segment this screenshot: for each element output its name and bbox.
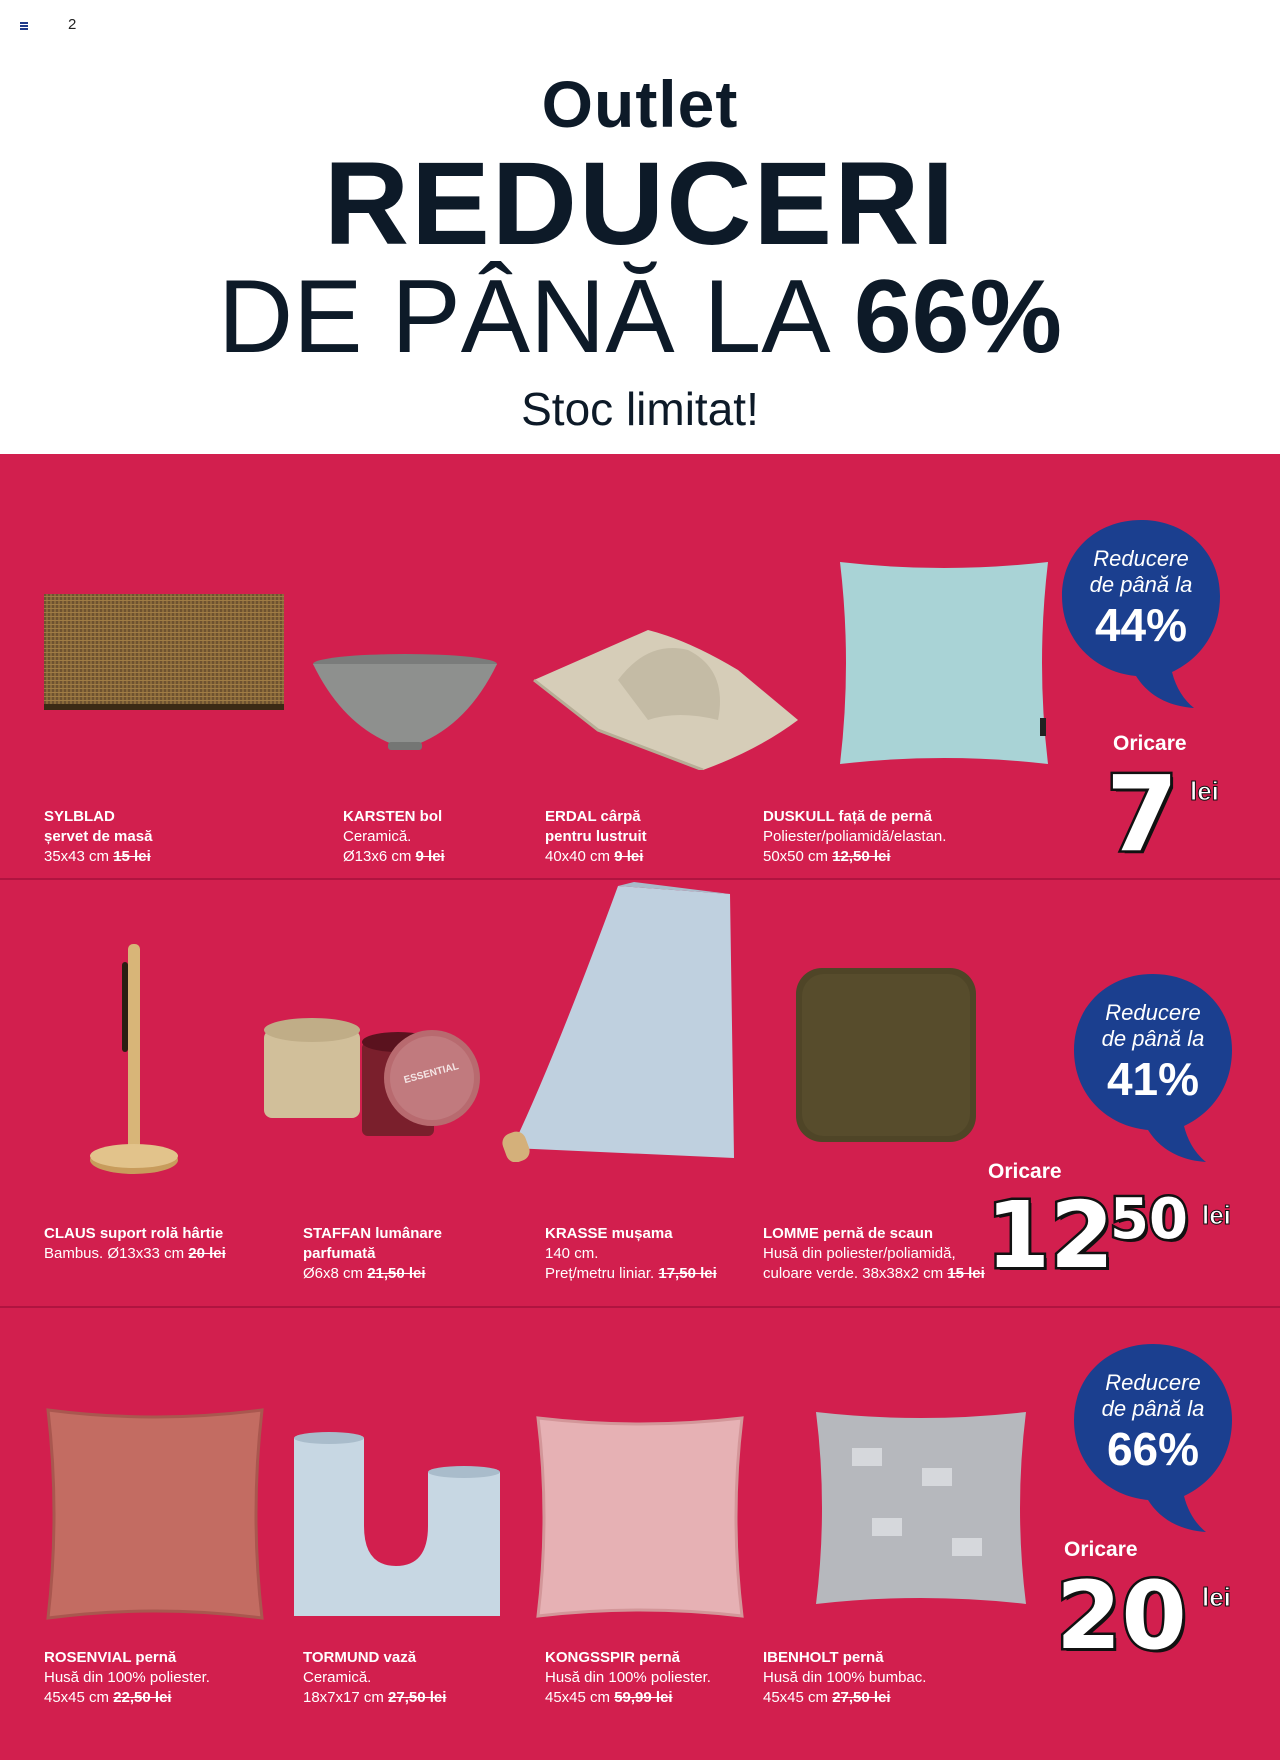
pillow-image (812, 1408, 1030, 1608)
product-ibenholt[interactable] (812, 1408, 1030, 1608)
product-ibenholt-text (763, 1648, 1003, 1708)
hero-banner (0, 48, 1280, 454)
product-desc: Poliester/poliamidă/elastan. (763, 828, 947, 845)
price-label: Oricare (1064, 1538, 1138, 1561)
product-desc: Husă din 100% bumbac. (763, 1669, 927, 1686)
product-size: 50x50 cm (763, 848, 833, 865)
product-size-line (763, 1264, 1013, 1284)
product-name: LOMME pernă de scaun (763, 1225, 934, 1242)
product-desc: Husă din 100% poliester. (545, 1669, 711, 1686)
product-size-line (763, 1688, 1003, 1708)
product-name: IBENHOLT pernă (763, 1649, 884, 1666)
cloth-image (528, 610, 804, 770)
hero-discount-prefix: DE PÂNĂ LA (218, 259, 854, 375)
product-kongsspir-text (545, 1648, 785, 1708)
product-size-line (545, 1688, 785, 1708)
product-name: SYLBLAD (44, 808, 115, 825)
product-duskull[interactable] (836, 558, 1052, 768)
product-row-2 (0, 880, 1280, 1308)
product-erdal-text (545, 807, 785, 867)
product-old-price: 9 lei (415, 848, 445, 865)
promo-area (0, 454, 1280, 1760)
product-size-line (44, 847, 284, 867)
tablecloth-roll-image (494, 880, 734, 1162)
hero-discount-percent: 66% (853, 259, 1062, 375)
product-krasse[interactable] (494, 880, 734, 1162)
product-size: Ø6x8 cm (303, 1265, 368, 1282)
bowl-image (312, 654, 498, 754)
badge-label-line1: Reducere (1105, 1370, 1201, 1395)
product-old-price: 21,50 lei (367, 1265, 426, 1282)
discount-badge (1072, 1340, 1234, 1540)
product-name: DUSKULL față de pernă (763, 808, 932, 825)
product-duskull-text (763, 807, 1043, 867)
badge-percent: 44% (1094, 599, 1188, 651)
menu-icon[interactable] (20, 22, 28, 29)
product-size-line (545, 847, 785, 867)
big-price: 7 (1106, 753, 1179, 875)
badge-label-line2: de până la (1101, 1026, 1205, 1051)
vase-image (290, 1430, 504, 1620)
currency-label: lei (1190, 776, 1219, 806)
product-size-line (545, 1264, 765, 1284)
product-size-line (763, 847, 1043, 867)
product-name: KONGSSPIR pernă (545, 1649, 681, 1666)
currency-label: lei (1202, 1200, 1231, 1230)
product-claus[interactable] (86, 942, 182, 1178)
product-old-price: 15 lei (113, 848, 151, 865)
product-old-price: 17,50 lei (658, 1265, 717, 1282)
top-bar (0, 0, 1280, 48)
product-tormund-text (303, 1648, 543, 1708)
product-old-price: 27,50 lei (832, 1689, 891, 1706)
product-old-price: 15 lei (947, 1265, 985, 1282)
product-name: ROSENVIAL pernă (44, 1649, 177, 1666)
price-label: Oricare (988, 1160, 1062, 1183)
seat-cushion-image (794, 966, 978, 1144)
product-size: Ø13x6 cm (343, 848, 416, 865)
product-erdal[interactable] (528, 610, 804, 770)
product-size: 45x45 cm (763, 1689, 833, 1706)
product-row-1 (0, 454, 1280, 880)
hero-stock-note: Stoc limitat! (521, 383, 759, 435)
product-karsten[interactable] (312, 654, 498, 754)
product-rosenvial[interactable] (44, 1406, 266, 1622)
badge-label-line1: Reducere (1105, 1000, 1201, 1025)
discount-badge (1060, 516, 1222, 716)
product-sylblad-text (44, 807, 284, 867)
pillow-image (836, 558, 1052, 768)
product-size: 40x40 cm (545, 848, 615, 865)
product-size: Preț/metru liniar. (545, 1265, 659, 1282)
big-price: 12 (986, 1182, 1115, 1289)
hero-reduceri-title: REDUCERI (323, 138, 957, 270)
hero-discount-line (0, 260, 1280, 374)
product-old-price: 20 lei (188, 1245, 226, 1262)
product-lomme[interactable] (794, 966, 978, 1144)
product-desc: Husă din 100% poliester. (44, 1669, 210, 1686)
product-name: KARSTEN bol (343, 808, 443, 825)
product-row-3 (0, 1308, 1280, 1760)
discount-badge (1072, 970, 1234, 1170)
badge-label-line1: Reducere (1093, 546, 1189, 571)
page-number: 2 (68, 16, 77, 33)
placemat-image (44, 594, 284, 710)
pillow-image (534, 1414, 746, 1620)
product-rosenvial-text (44, 1648, 284, 1708)
product-size: culoare verde. 38x38x2 cm (763, 1265, 948, 1282)
product-desc: 140 cm. (545, 1245, 599, 1262)
product-staffan[interactable] (262, 1014, 500, 1154)
big-price: 20 (1056, 1562, 1187, 1671)
product-kongsspir[interactable] (534, 1414, 746, 1620)
candle-image (262, 1014, 500, 1154)
product-desc: Ceramică. (303, 1669, 372, 1686)
badge-percent: 66% (1106, 1423, 1200, 1475)
product-old-price: 22,50 lei (113, 1689, 172, 1706)
product-size-line (303, 1264, 543, 1284)
pillow-image (44, 1406, 266, 1622)
product-size: Bambus. Ø13x33 cm (44, 1245, 189, 1262)
candle-lid-label: ESSENTIAL (402, 1061, 460, 1087)
product-size-line (44, 1244, 304, 1264)
product-size-line (303, 1688, 543, 1708)
product-desc: Ceramică. (343, 828, 412, 845)
product-old-price: 9 lei (614, 848, 644, 865)
product-name-line2: pentru lustruit (545, 828, 647, 845)
currency-label: lei (1202, 1582, 1231, 1612)
product-tormund[interactable] (290, 1430, 504, 1620)
product-name-line2: șervet de masă (44, 828, 153, 845)
product-name: KRASSE mușama (545, 1225, 673, 1242)
product-size: 18x7x17 cm (303, 1689, 389, 1706)
badge-label-line2: de până la (1089, 572, 1193, 597)
product-lomme-text (763, 1224, 1013, 1284)
product-name-line2: parfumată (303, 1245, 376, 1262)
product-size-line (44, 1688, 284, 1708)
product-claus-text (44, 1224, 304, 1264)
paper-holder-image (86, 942, 182, 1178)
product-size: 45x45 cm (545, 1689, 615, 1706)
product-krasse-text (545, 1224, 765, 1284)
product-size: 45x45 cm (44, 1689, 114, 1706)
product-desc: Husă din poliester/poliamidă, (763, 1245, 956, 1262)
product-name: ERDAL cârpă (545, 808, 641, 825)
product-name: STAFFAN lumânare (303, 1225, 442, 1242)
badge-label-line2: de până la (1101, 1396, 1205, 1421)
product-old-price: 12,50 lei (832, 848, 891, 865)
product-old-price: 27,50 lei (388, 1689, 447, 1706)
product-size: 35x43 cm (44, 848, 114, 865)
product-sylblad[interactable] (44, 594, 284, 754)
hero-outlet-title: Outlet (541, 67, 739, 141)
big-price-cents: 50 (1110, 1187, 1188, 1252)
product-staffan-text (303, 1224, 543, 1284)
badge-percent: 41% (1106, 1053, 1200, 1105)
product-old-price: 59,99 lei (614, 1689, 673, 1706)
product-name: CLAUS suport rolă hârtie (44, 1225, 224, 1242)
price-label: Oricare (1113, 732, 1187, 755)
product-name: TORMUND vază (303, 1649, 417, 1666)
